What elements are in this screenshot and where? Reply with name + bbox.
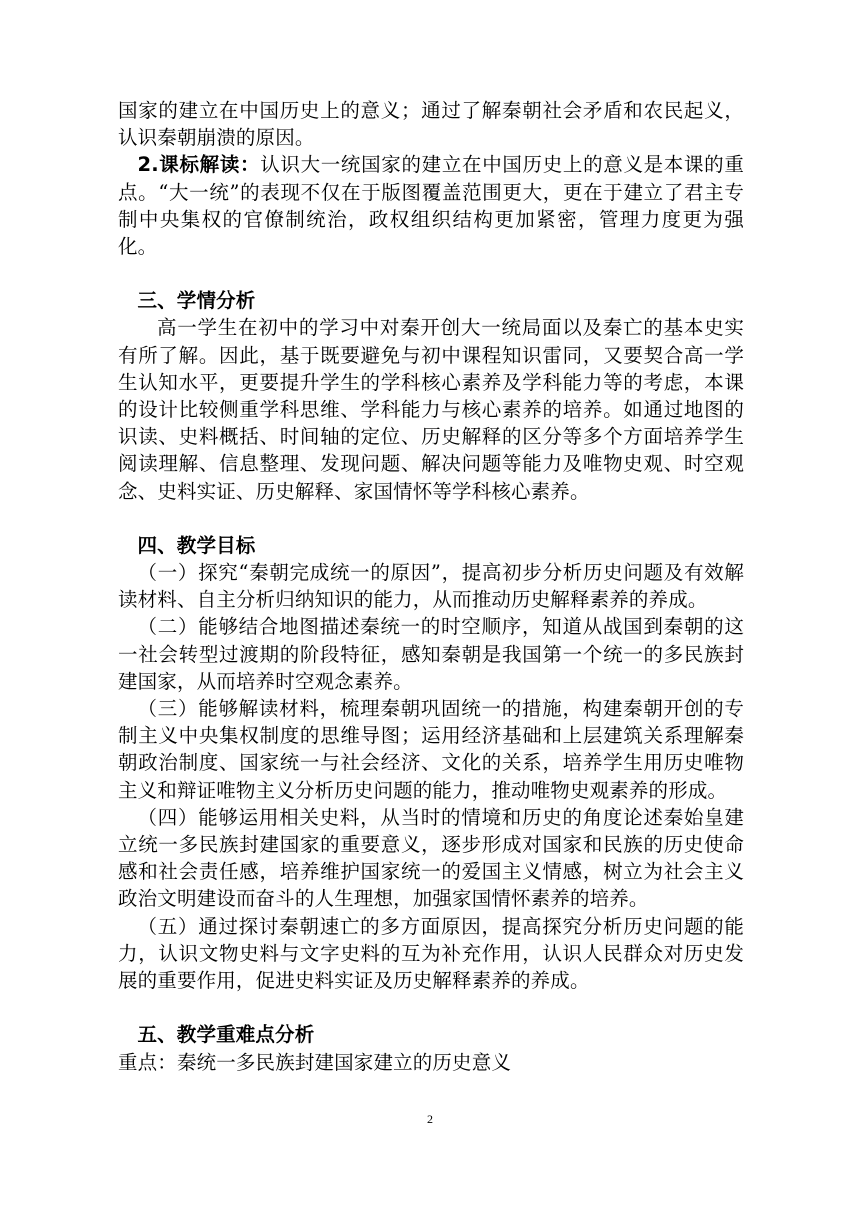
- teaching-goal-item: （三）能够解读材料，梳理秦朝巩固统一的措施，构建秦朝开创的专制主义中央集权制度的思维导图；运用经济基础和上层建筑关系理解秦朝政治制度、国家统一与社会经济、文化的关系，培养学生用历史唯物主义和辩证唯物主义分析历史问题的能力，推动唯物史观素养的形成。: [118, 697, 744, 802]
- curriculum-interpretation-paragraph: [118, 151, 744, 260]
- learner-analysis-paragraph: 高一学生在初中的学习中对秦开创大一统局面以及秦亡的基本史实有所了解。因此，基于既要避免与初中课程知识雷同，又要契合高一学生认知水平，更要提升学生的学科核心素养及学科能力等的考虑，本课的设计比较侧重学科思维、学科能力与核心素养的培养。如通过地图的识读、史料概括、时间轴的定位、历史解释的区分等多个方面培养学生阅读理解、信息整理、发现问题、解决问题等能力及唯物史观、时空观念、史料实证、历史解释、家国情怀等学科核心素养。: [118, 316, 744, 503]
- teaching-goal-item: （五）通过探讨秦朝速亡的多方面原因，提高探究分析历史问题的能力，认识文物史料与文字史料的互为补充作用，认识人民群众对历史发展的重要作用，促进史料实证及历史解释素养的养成。: [118, 914, 744, 993]
- section-heading-learner-analysis: 三、学情分析: [137, 289, 256, 313]
- curriculum-interpretation-label: 2.课标解读：: [137, 153, 261, 177]
- page-number: 2: [427, 1112, 433, 1126]
- section-gap: [118, 505, 744, 532]
- teaching-goal-item: （二）能够结合地图描述秦统一的时空顺序，知道从战国到秦朝的这一社会转型过渡期的阶段特征，感知秦朝是我国第一个统一的多民族封建国家，从而培养时空观念素养。: [118, 615, 744, 693]
- document-body: [118, 97, 744, 1076]
- intro-paragraph: 国家的建立在中国历史上的意义；通过了解秦朝社会矛盾和农民起义，认识秦朝崩溃的原因。: [118, 99, 744, 150]
- section-heading-key-difficult-points: 五、教学重难点分析: [137, 1023, 315, 1047]
- key-point-line: 重点：秦统一多民族封建国家建立的历史意义: [118, 1050, 512, 1074]
- section-gap: [118, 994, 744, 1021]
- teaching-goal-item: （一）探究“秦朝完成统一的原因”，提高初步分析历史问题及有效解读材料、自主分析归纳知识的能力，从而推动历史解释素养的养成。: [118, 561, 744, 612]
- section-heading-teaching-goals: 四、教学目标: [137, 533, 256, 557]
- curriculum-interpretation-text: 认识大一统国家的建立在中国历史上的意义是本课的重点。“大一统”的表现不仅在于版图覆盖范围更大，更在于建立了君主专制中央集权的官僚制统治，政权组织结构更加紧密，管理力度更为强化。: [118, 153, 745, 259]
- section-gap: [118, 260, 744, 287]
- teaching-goal-item: （四）能够运用相关史料，从当时的情境和历史的角度论述秦始皇建立统一多民族封建国家的重要意义，逐步形成对国家和民族的历史使命感和社会责任感，培养维护国家统一的爱国主义情感，树立为社会主义政治文明建设而奋斗的人生理想，加强家国情怀素养的培养。: [118, 805, 744, 911]
